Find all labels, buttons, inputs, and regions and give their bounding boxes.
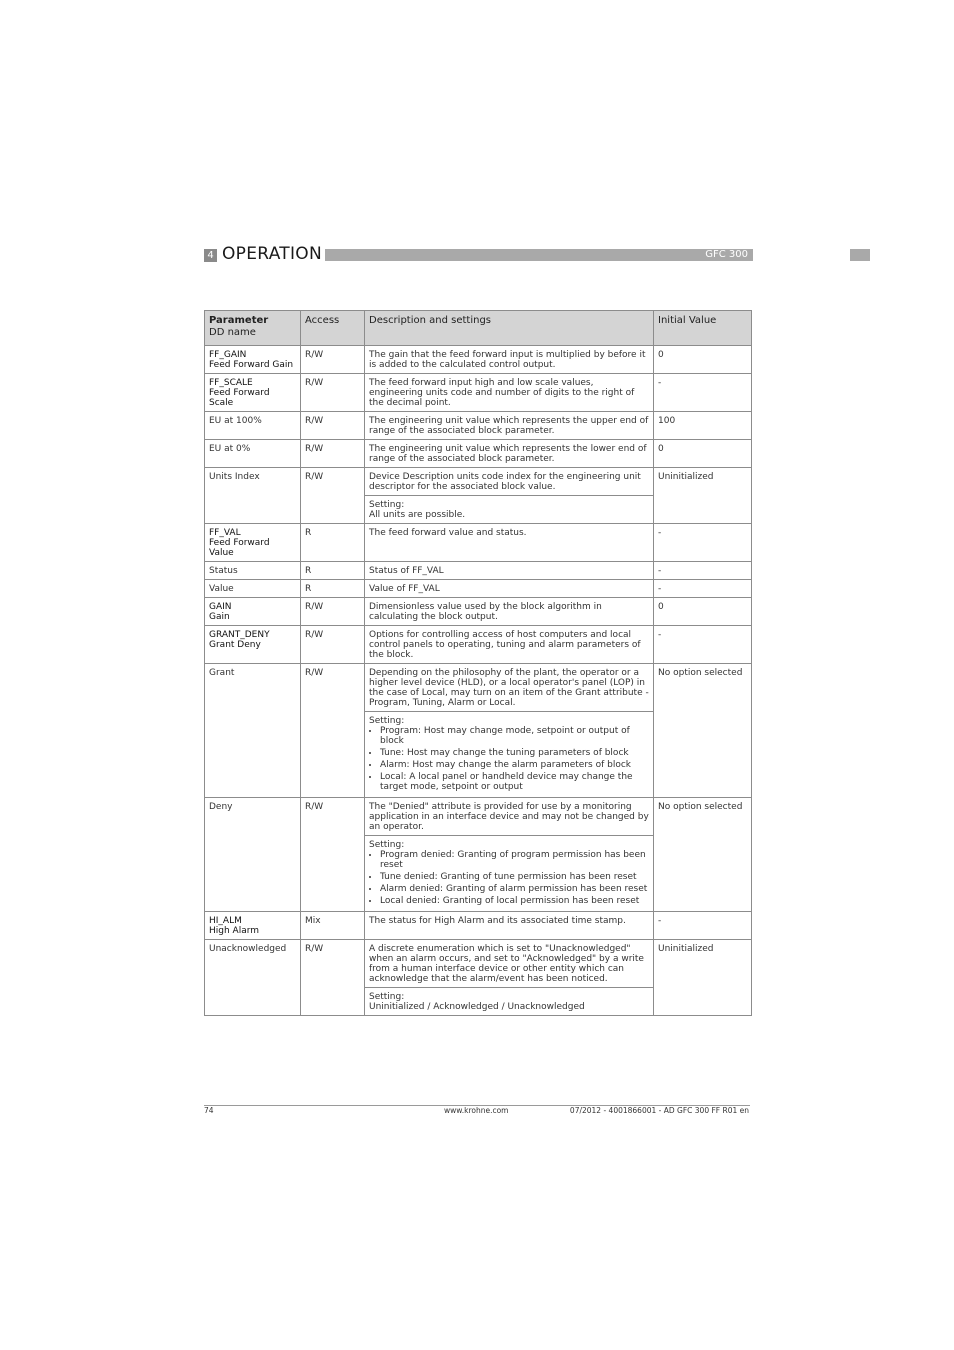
- table-row: [205, 626, 752, 664]
- initial-cell: Uninitialized: [654, 940, 752, 1016]
- access-cell: R/W: [301, 626, 365, 664]
- initial-cell: 0: [654, 440, 752, 468]
- initial-cell: -: [654, 562, 752, 580]
- initial-cell: 0: [654, 598, 752, 626]
- chapter-number: 4: [204, 249, 217, 262]
- setting-cell: Setting: • Program denied: Granting of program permission has been reset • Tune denied: Granting of tune permission has been reset • Alarm denied: Granting of alarm permission has been reset • Local denied: Granting of local permission has been reset: [365, 836, 654, 912]
- description-cell: Depending on the philosophy of the plant, the operator or a higher level device (HLD), or a local operator's panel (LOP) in the case of Local, may turn on an item of the Grant attribute - Program, Tuning, Alarm or Local.: [365, 664, 654, 712]
- header-parameter: Parameter DD name: [205, 311, 301, 346]
- product-name: GFC 300: [705, 249, 748, 260]
- setting-cell: Setting: All units are possible.: [365, 496, 654, 524]
- description-cell: Device Description units code index for the engineering unit descriptor for the associated block value.: [365, 468, 654, 496]
- chapter-header: [204, 246, 753, 264]
- header-bar: [325, 249, 753, 261]
- access-cell: R/W: [301, 468, 365, 524]
- list-item: • Program: Host may change mode, setpoint or output of block: [380, 726, 649, 746]
- initial-cell: 100: [654, 412, 752, 440]
- description-cell: The feed forward value and status.: [365, 524, 654, 562]
- table-row: [205, 664, 752, 712]
- initial-cell: -: [654, 524, 752, 562]
- table-row: [205, 798, 752, 836]
- page-number: 74: [204, 1106, 214, 1115]
- header-initial-value: Initial Value: [654, 311, 752, 346]
- list-item: • Alarm denied: Granting of alarm permission has been reset: [380, 884, 649, 894]
- description-cell: The feed forward input high and low scale values, engineering units code and number of digits to the right of the decimal point.: [365, 374, 654, 412]
- param-cell: Value: [205, 580, 301, 598]
- page-tab-marker: [850, 249, 870, 261]
- param-cell: Deny: [205, 798, 301, 912]
- chapter-title: OPERATION: [222, 244, 323, 264]
- table-row: [205, 562, 752, 580]
- description-cell: Status of FF_VAL: [365, 562, 654, 580]
- list-item: • Local: A local panel or handheld device may change the target mode, setpoint or output: [380, 772, 649, 792]
- table-row: [205, 580, 752, 598]
- initial-cell: Uninitialized: [654, 468, 752, 524]
- param-cell: EU at 0%: [205, 440, 301, 468]
- param-cell: HI_ALM High Alarm: [205, 912, 301, 940]
- description-cell: Value of FF_VAL: [365, 580, 654, 598]
- param-cell: FF_SCALE Feed Forward Scale: [205, 374, 301, 412]
- initial-cell: -: [654, 580, 752, 598]
- table-row: [205, 940, 752, 988]
- param-cell: GRANT_DENY Grant Deny: [205, 626, 301, 664]
- table-header-row: [205, 311, 752, 346]
- list-item: • Alarm: Host may change the alarm parameters of block: [380, 760, 649, 770]
- access-cell: R/W: [301, 664, 365, 798]
- param-cell: Grant: [205, 664, 301, 798]
- access-cell: R/W: [301, 346, 365, 374]
- access-cell: R: [301, 562, 365, 580]
- table-row: [205, 524, 752, 562]
- table-row: [205, 374, 752, 412]
- initial-cell: No option selected: [654, 798, 752, 912]
- list-item: • Tune: Host may change the tuning parameters of block: [380, 748, 649, 758]
- setting-cell: Setting: • Program: Host may change mode, setpoint or output of block • Tune: Host may change the tuning parameters of block • Alarm: Host may change the alarm parameters of block • Local: A local panel or handheld device may change the target mode, setpoint or output: [365, 712, 654, 798]
- param-cell: GAIN Gain: [205, 598, 301, 626]
- access-cell: R/W: [301, 412, 365, 440]
- param-cell: FF_GAIN Feed Forward Gain: [205, 346, 301, 374]
- initial-cell: No option selected: [654, 664, 752, 798]
- access-cell: R/W: [301, 440, 365, 468]
- document-reference: 07/2012 - 4001866001 - AD GFC 300 FF R01 en: [569, 1106, 749, 1115]
- param-cell: Units Index: [205, 468, 301, 524]
- list-item: • Program denied: Granting of program permission has been reset: [380, 850, 649, 870]
- list-item: • Tune denied: Granting of tune permission has been reset: [380, 872, 649, 882]
- description-cell: The engineering unit value which represents the lower end of range of the associated block parameter.: [365, 440, 654, 468]
- setting-list: [369, 850, 649, 906]
- access-cell: R/W: [301, 598, 365, 626]
- table-row: [205, 412, 752, 440]
- table-row: [205, 598, 752, 626]
- param-cell: EU at 100%: [205, 412, 301, 440]
- access-cell: Mix: [301, 912, 365, 940]
- access-cell: R: [301, 524, 365, 562]
- access-cell: R/W: [301, 940, 365, 1016]
- footer-url-link[interactable]: www.krohne.com: [444, 1106, 509, 1115]
- initial-cell: -: [654, 374, 752, 412]
- table-row: [205, 346, 752, 374]
- param-cell: Unacknowledged: [205, 940, 301, 1016]
- param-cell: Status: [205, 562, 301, 580]
- parameter-table: [204, 310, 752, 1016]
- header-description: Description and settings: [365, 311, 654, 346]
- access-cell: R/W: [301, 374, 365, 412]
- table-row: [205, 912, 752, 940]
- description-cell: The "Denied" attribute is provided for use by a monitoring application in an interface device and may not be changed by an operator.: [365, 798, 654, 836]
- initial-cell: -: [654, 626, 752, 664]
- description-cell: A discrete enumeration which is set to "Unacknowledged" when an alarm occurs, and set to "Acknowledged" by a write from a human interface device or other entity which can acknowledge that the alarm/event has been noticed.: [365, 940, 654, 988]
- table-row: [205, 468, 752, 496]
- param-cell: FF_VAL Feed Forward Value: [205, 524, 301, 562]
- description-cell: Options for controlling access of host computers and local control panels to operating, tuning and alarm parameters of the block.: [365, 626, 654, 664]
- initial-cell: -: [654, 912, 752, 940]
- description-cell: The gain that the feed forward input is multiplied by before it is added to the calculated control output.: [365, 346, 654, 374]
- table-row: [205, 440, 752, 468]
- initial-cell: 0: [654, 346, 752, 374]
- list-item: • Local denied: Granting of local permission has been reset: [380, 896, 649, 906]
- description-cell: The engineering unit value which represents the upper end of range of the associated block parameter.: [365, 412, 654, 440]
- setting-cell: Setting: Uninitialized / Acknowledged / Unacknowledged: [365, 988, 654, 1016]
- description-cell: Dimensionless value used by the block algorithm in calculating the block output.: [365, 598, 654, 626]
- header-access: Access: [301, 311, 365, 346]
- description-cell: The status for High Alarm and its associated time stamp.: [365, 912, 654, 940]
- setting-list: [369, 726, 649, 792]
- access-cell: R: [301, 580, 365, 598]
- access-cell: R/W: [301, 798, 365, 912]
